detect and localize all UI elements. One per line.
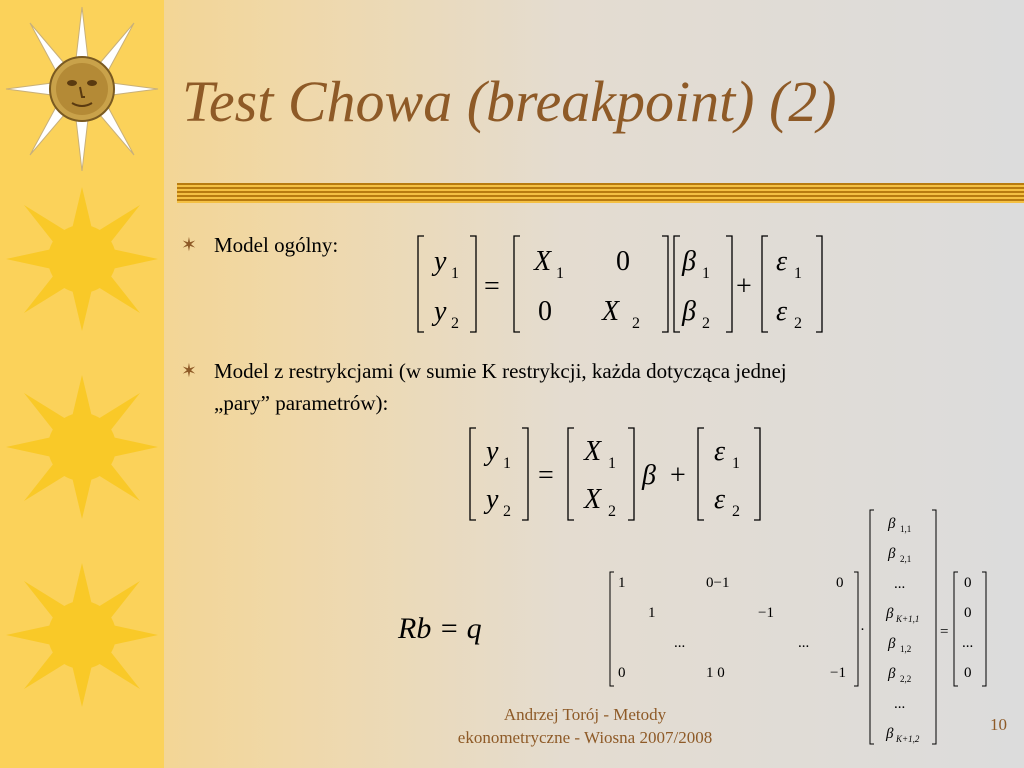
- eq1-eps1: ε: [776, 246, 788, 277]
- eq1-X2-sub: 2: [632, 315, 640, 332]
- eq1-y1: y: [434, 246, 447, 277]
- eq1-beta2: β: [682, 296, 696, 327]
- eq3-equals: =: [940, 624, 949, 640]
- eq1-X1-sub: 1: [556, 265, 564, 282]
- R-r3-c1: ...: [674, 635, 686, 651]
- bullet-icon: ✶: [181, 235, 197, 256]
- eq1-beta1: β: [682, 246, 696, 277]
- equation-general-model: [410, 232, 830, 336]
- eq2-eps1-sub: 1: [732, 455, 740, 472]
- eq2-beta: β: [642, 460, 656, 491]
- eq2-X1: X: [584, 436, 602, 467]
- sun-face-icon: [4, 4, 160, 174]
- b8-sub: K+1,2: [896, 734, 920, 744]
- b5: β: [888, 636, 896, 652]
- q1: 0: [964, 575, 972, 591]
- b4-sub: K+1,1: [896, 614, 920, 624]
- sun-icon: [4, 560, 160, 710]
- R-r4-c1: 0: [618, 665, 626, 681]
- eq2-eps1: ε: [714, 436, 726, 467]
- eq1-zero-a: 0: [616, 246, 630, 277]
- eq1-equals: =: [484, 271, 500, 302]
- eq2-y2-sub: 2: [503, 503, 511, 520]
- eq1-beta2-sub: 2: [702, 315, 710, 332]
- slide-footer: [420, 703, 750, 749]
- eq2-X1-sub: 1: [608, 455, 616, 472]
- eq1-eps2: ε: [776, 296, 788, 327]
- eq1-beta1-sub: 1: [702, 265, 710, 282]
- eq1-y2-sub: 2: [451, 315, 459, 332]
- bullet-model-restricted-line1: Model z restrykcjami (w sumie K restrykcji, każda dotycząca jednej: [214, 359, 787, 383]
- eq2-plus: +: [670, 460, 686, 491]
- b4: β: [886, 606, 894, 622]
- eq1-y2: y: [434, 296, 447, 327]
- eq2-y2: y: [486, 484, 499, 515]
- sidebar-decoration: [0, 0, 164, 768]
- eq3-dot: ·: [860, 622, 865, 638]
- R-r1-c1: 1: [618, 575, 626, 591]
- eq1-plus: +: [736, 271, 752, 302]
- R-r2-c2: −1: [758, 605, 774, 621]
- title-divider: [177, 183, 1024, 203]
- R-r1-c3: 0: [836, 575, 844, 591]
- bullet-model-restricted-line2: „pary” parametrów):: [214, 391, 389, 415]
- q4: 0: [964, 665, 972, 681]
- b3-dots: ...: [894, 576, 906, 592]
- slide-title: Test Chowa (breakpoint) (2): [182, 69, 837, 134]
- eq1-zero-b: 0: [538, 296, 552, 327]
- R-r4-c3: −1: [830, 665, 846, 681]
- eq3-lhs: Rb = q: [398, 612, 482, 645]
- eq2-eps2-sub: 2: [732, 503, 740, 520]
- eq2-eps2: ε: [714, 484, 726, 515]
- R-r3-c2: ...: [798, 635, 810, 651]
- sun-icon: [4, 372, 160, 522]
- b6-sub: 2,2: [900, 674, 912, 684]
- sun-icon: [4, 184, 160, 334]
- b5-sub: 1,2: [900, 644, 912, 654]
- eq2-equals: =: [538, 460, 554, 491]
- page-number: 10: [990, 715, 1007, 734]
- R-r2-c1: 1: [648, 605, 656, 621]
- eq2-y1: y: [486, 436, 499, 467]
- bullet-icon: ✶: [181, 361, 197, 382]
- eq1-X1: X: [534, 246, 552, 277]
- footer-line2: ekonometryczne - Wiosna 2007/2008: [457, 728, 713, 747]
- b2-sub: 2,1: [900, 554, 912, 564]
- q3: ...: [962, 635, 974, 651]
- eq2-y1-sub: 1: [503, 455, 511, 472]
- b6: β: [888, 666, 896, 682]
- eq2-X2: X: [584, 484, 602, 515]
- eq1-eps2-sub: 2: [794, 315, 802, 332]
- b1-sub: 1,1: [900, 524, 912, 534]
- b7-dots: ...: [894, 696, 906, 712]
- b2: β: [888, 546, 896, 562]
- footer-line1: Andrzej Torój - Metody: [503, 705, 667, 724]
- q2: 0: [964, 605, 972, 621]
- R-r4-c2: 1 0: [706, 665, 725, 681]
- eq2-X2-sub: 2: [608, 503, 616, 520]
- b8: β: [886, 726, 894, 742]
- bullet-model-general: Model ogólny:: [214, 233, 339, 257]
- eq1-X2: X: [602, 296, 620, 327]
- b1: β: [888, 516, 896, 532]
- eq1-eps1-sub: 1: [794, 265, 802, 282]
- eq1-y1-sub: 1: [451, 265, 459, 282]
- R-r1-c2: 0−1: [706, 575, 730, 591]
